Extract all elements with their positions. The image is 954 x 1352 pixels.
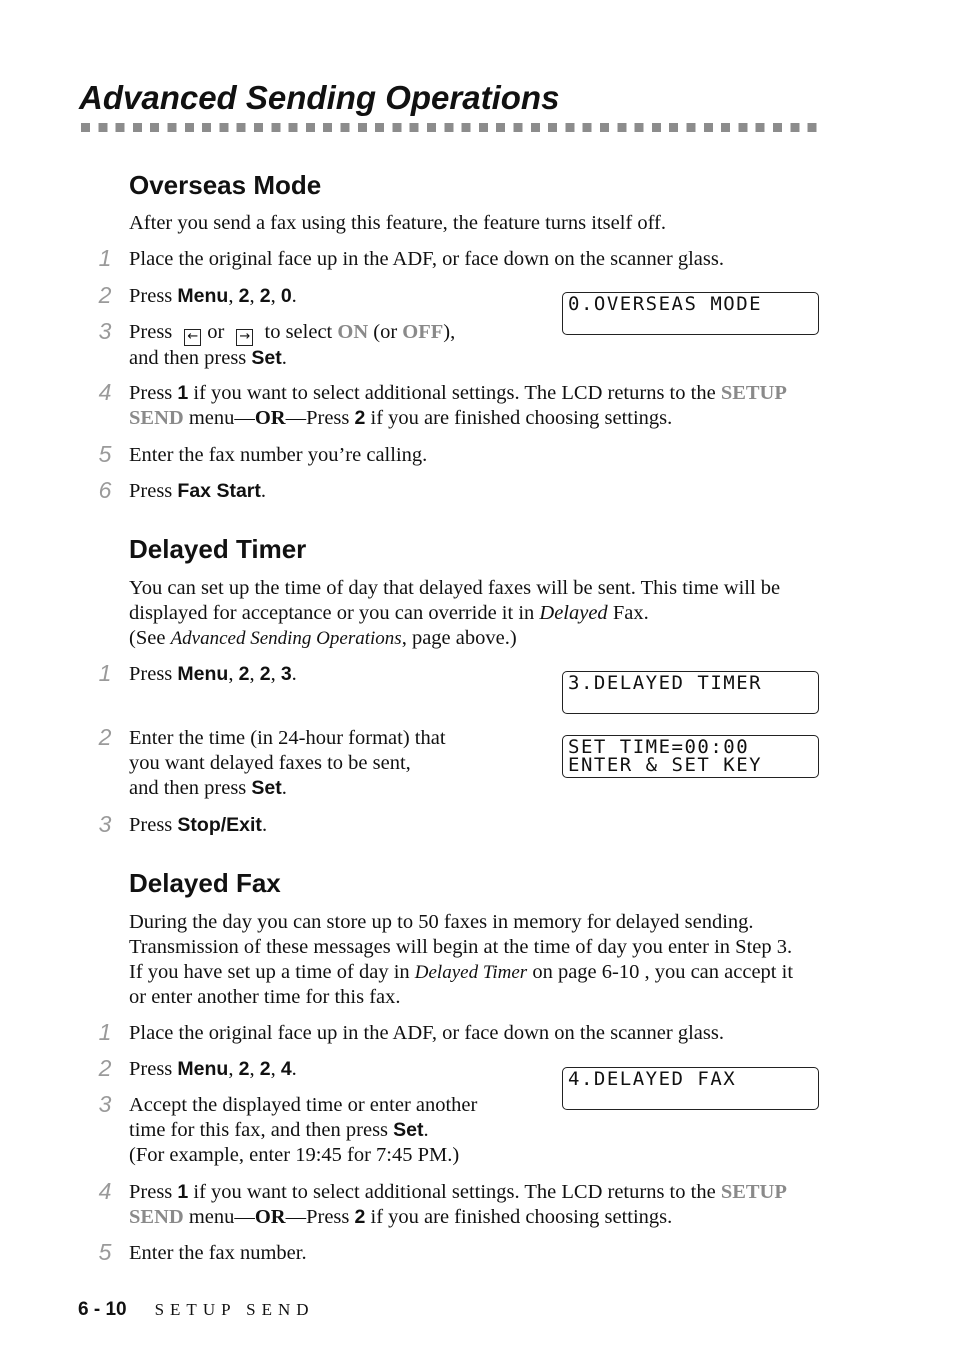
lcd-display: SET TIME=00:00 ENTER & SET KEY [562, 735, 819, 778]
overseas-step-4: Press 1 if you want to select additional settings. The LCD returns to the SETUP SEND menu—OR—Press 2 if you are finished choosing settings. [129, 382, 787, 429]
delayed-fax-step-2: Press Menu, 2, 2, 4. [129, 1058, 297, 1080]
lcd-display: 4.DELAYED FAX [562, 1067, 819, 1110]
page-title: Advanced Sending Operations [79, 79, 560, 116]
lcd-display: 3.DELAYED TIMER [562, 671, 819, 714]
left-arrow-key-icon: ← [184, 329, 201, 346]
step-number: 4 [98, 1178, 112, 1204]
step-number: 3 [98, 811, 112, 837]
step-number: 6 [98, 477, 112, 503]
delayed-timer-intro: You can set up the time of day that delayed faxes will be sent. This time will be displayed for acceptance or you can override it in Delayed Fax. (See Advanced Sending Operations, page above.) [129, 577, 781, 649]
step-number: 2 [98, 282, 112, 308]
page-number: 6 - 10 [78, 1299, 127, 1320]
lcd-display: 0.OVERSEAS MODE [562, 292, 819, 335]
delayed-timer-step-3: Press Stop/Exit. [129, 814, 268, 836]
step-number: 5 [98, 1239, 112, 1265]
overseas-intro: After you send a fax using this feature, the feature turns itself off. [129, 212, 667, 234]
step-number: 1 [98, 660, 112, 686]
overseas-step-3: Press ← or → to select ON (or OFF), and then press Set. [129, 321, 456, 369]
step-number: 5 [98, 441, 112, 467]
delayed-fax-heading: Delayed Fax [129, 868, 281, 898]
step-number: 1 [98, 1019, 112, 1045]
right-arrow-key-icon: → [236, 329, 253, 346]
delayed-fax-step-1: Place the original face up in the ADF, or face down on the scanner glass. [129, 1022, 724, 1044]
step-number: 3 [98, 318, 112, 344]
overseas-mode-heading: Overseas Mode [129, 170, 322, 200]
delayed-fax-step-5: Enter the fax number. [129, 1242, 307, 1264]
overseas-step-6: Press Fax Start. [129, 480, 266, 502]
delayed-timer-heading: Delayed Timer [129, 534, 307, 564]
step-number: 3 [98, 1091, 112, 1117]
overseas-step-1: Place the original face up in the ADF, or face down on the scanner glass. [129, 248, 724, 270]
delayed-timer-step-2: Enter the time (in 24-hour format) that you want delayed faxes to be sent, and then press Set. [129, 727, 446, 799]
delayed-fax-intro: During the day you can store up to 50 faxes in memory for delayed sending. Transmission of these messages will begin at the time of day you enter in Step 3. If you have set up a time of day in Delayed Timer on page 6-10 , you can accept it or enter another time for this fax. [129, 911, 794, 1008]
step-number: 4 [98, 379, 112, 405]
title-divider [81, 123, 823, 132]
step-number: 2 [98, 1055, 112, 1081]
overseas-step-2: Press Menu, 2, 2, 0. [129, 285, 297, 307]
delayed-timer-step-1: Press Menu, 2, 2, 3. [129, 663, 297, 685]
step-number: 1 [98, 245, 112, 271]
step-number: 2 [98, 724, 112, 750]
footer-section-name: SETUP SEND [154, 1300, 315, 1319]
overseas-step-5: Enter the fax number you’re calling. [129, 444, 428, 466]
delayed-fax-step-3: Accept the displayed time or enter another time for this fax, and then press Set. (For example, enter 19:45 for 7:45 PM.) [129, 1094, 478, 1166]
page-footer [78, 1298, 315, 1322]
delayed-fax-step-4: Press 1 if you want to select additional settings. The LCD returns to the SETUP SEND menu—OR—Press 2 if you are finished choosing settings. [129, 1181, 787, 1228]
